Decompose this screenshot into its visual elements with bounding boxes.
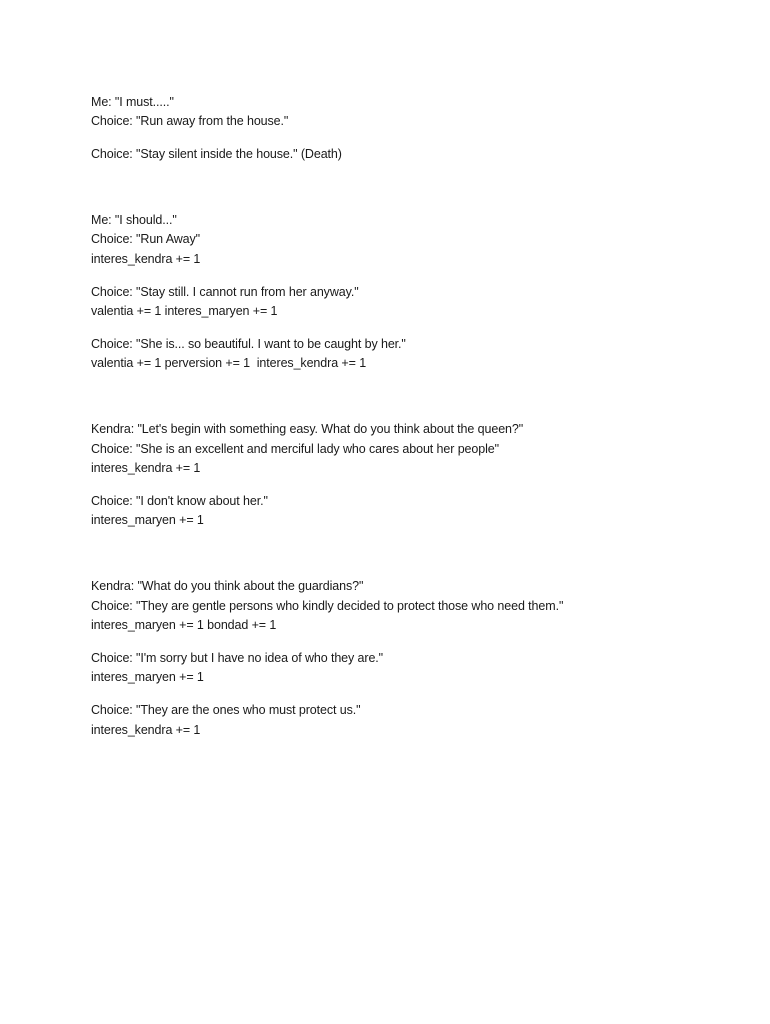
text-line: Choice: "Stay still. I cannot run from her anyway." [91,285,359,299]
text-line: Me: "I should..." [91,213,177,227]
text-line: Choice: "She is an excellent and merciful lady who cares about her people" [91,442,499,456]
text-line: interes_maryen += 1 [91,513,204,527]
text-line: Choice: "Run Away" [91,232,200,246]
text-line: interes_kendra += 1 [91,252,201,266]
text-line: valentia += 1 interes_maryen += 1 [91,304,278,318]
text-line: interes_kendra += 1 [91,723,201,737]
text-line: Choice: "They are the ones who must protect us." [91,703,361,717]
text-line: Choice: "Run away from the house." [91,114,289,128]
text-line: interes_kendra += 1 [91,461,201,475]
text-line: Choice: "They are gentle persons who kindly decided to protect those who need them." [91,599,564,613]
text-line: Me: "I must....." [91,95,174,109]
text-line: Kendra: "What do you think about the guardians?" [91,579,364,593]
text-line: interes_maryen += 1 bondad += 1 [91,618,277,632]
text-line: interes_maryen += 1 [91,670,204,684]
text-line: Choice: "I'm sorry but I have no idea of who they are." [91,651,384,665]
text-line: Choice: "She is... so beautiful. I want to be caught by her." [91,337,406,351]
text-line: Choice: "Stay silent inside the house." (Death) [91,147,342,161]
text-line: Kendra: "Let's begin with something easy. What do you think about the queen?" [91,422,524,436]
text-line: valentia += 1 perversion += 1 interes_kendra += 1 [91,356,367,370]
text-line: Choice: "I don't know about her." [91,494,268,508]
